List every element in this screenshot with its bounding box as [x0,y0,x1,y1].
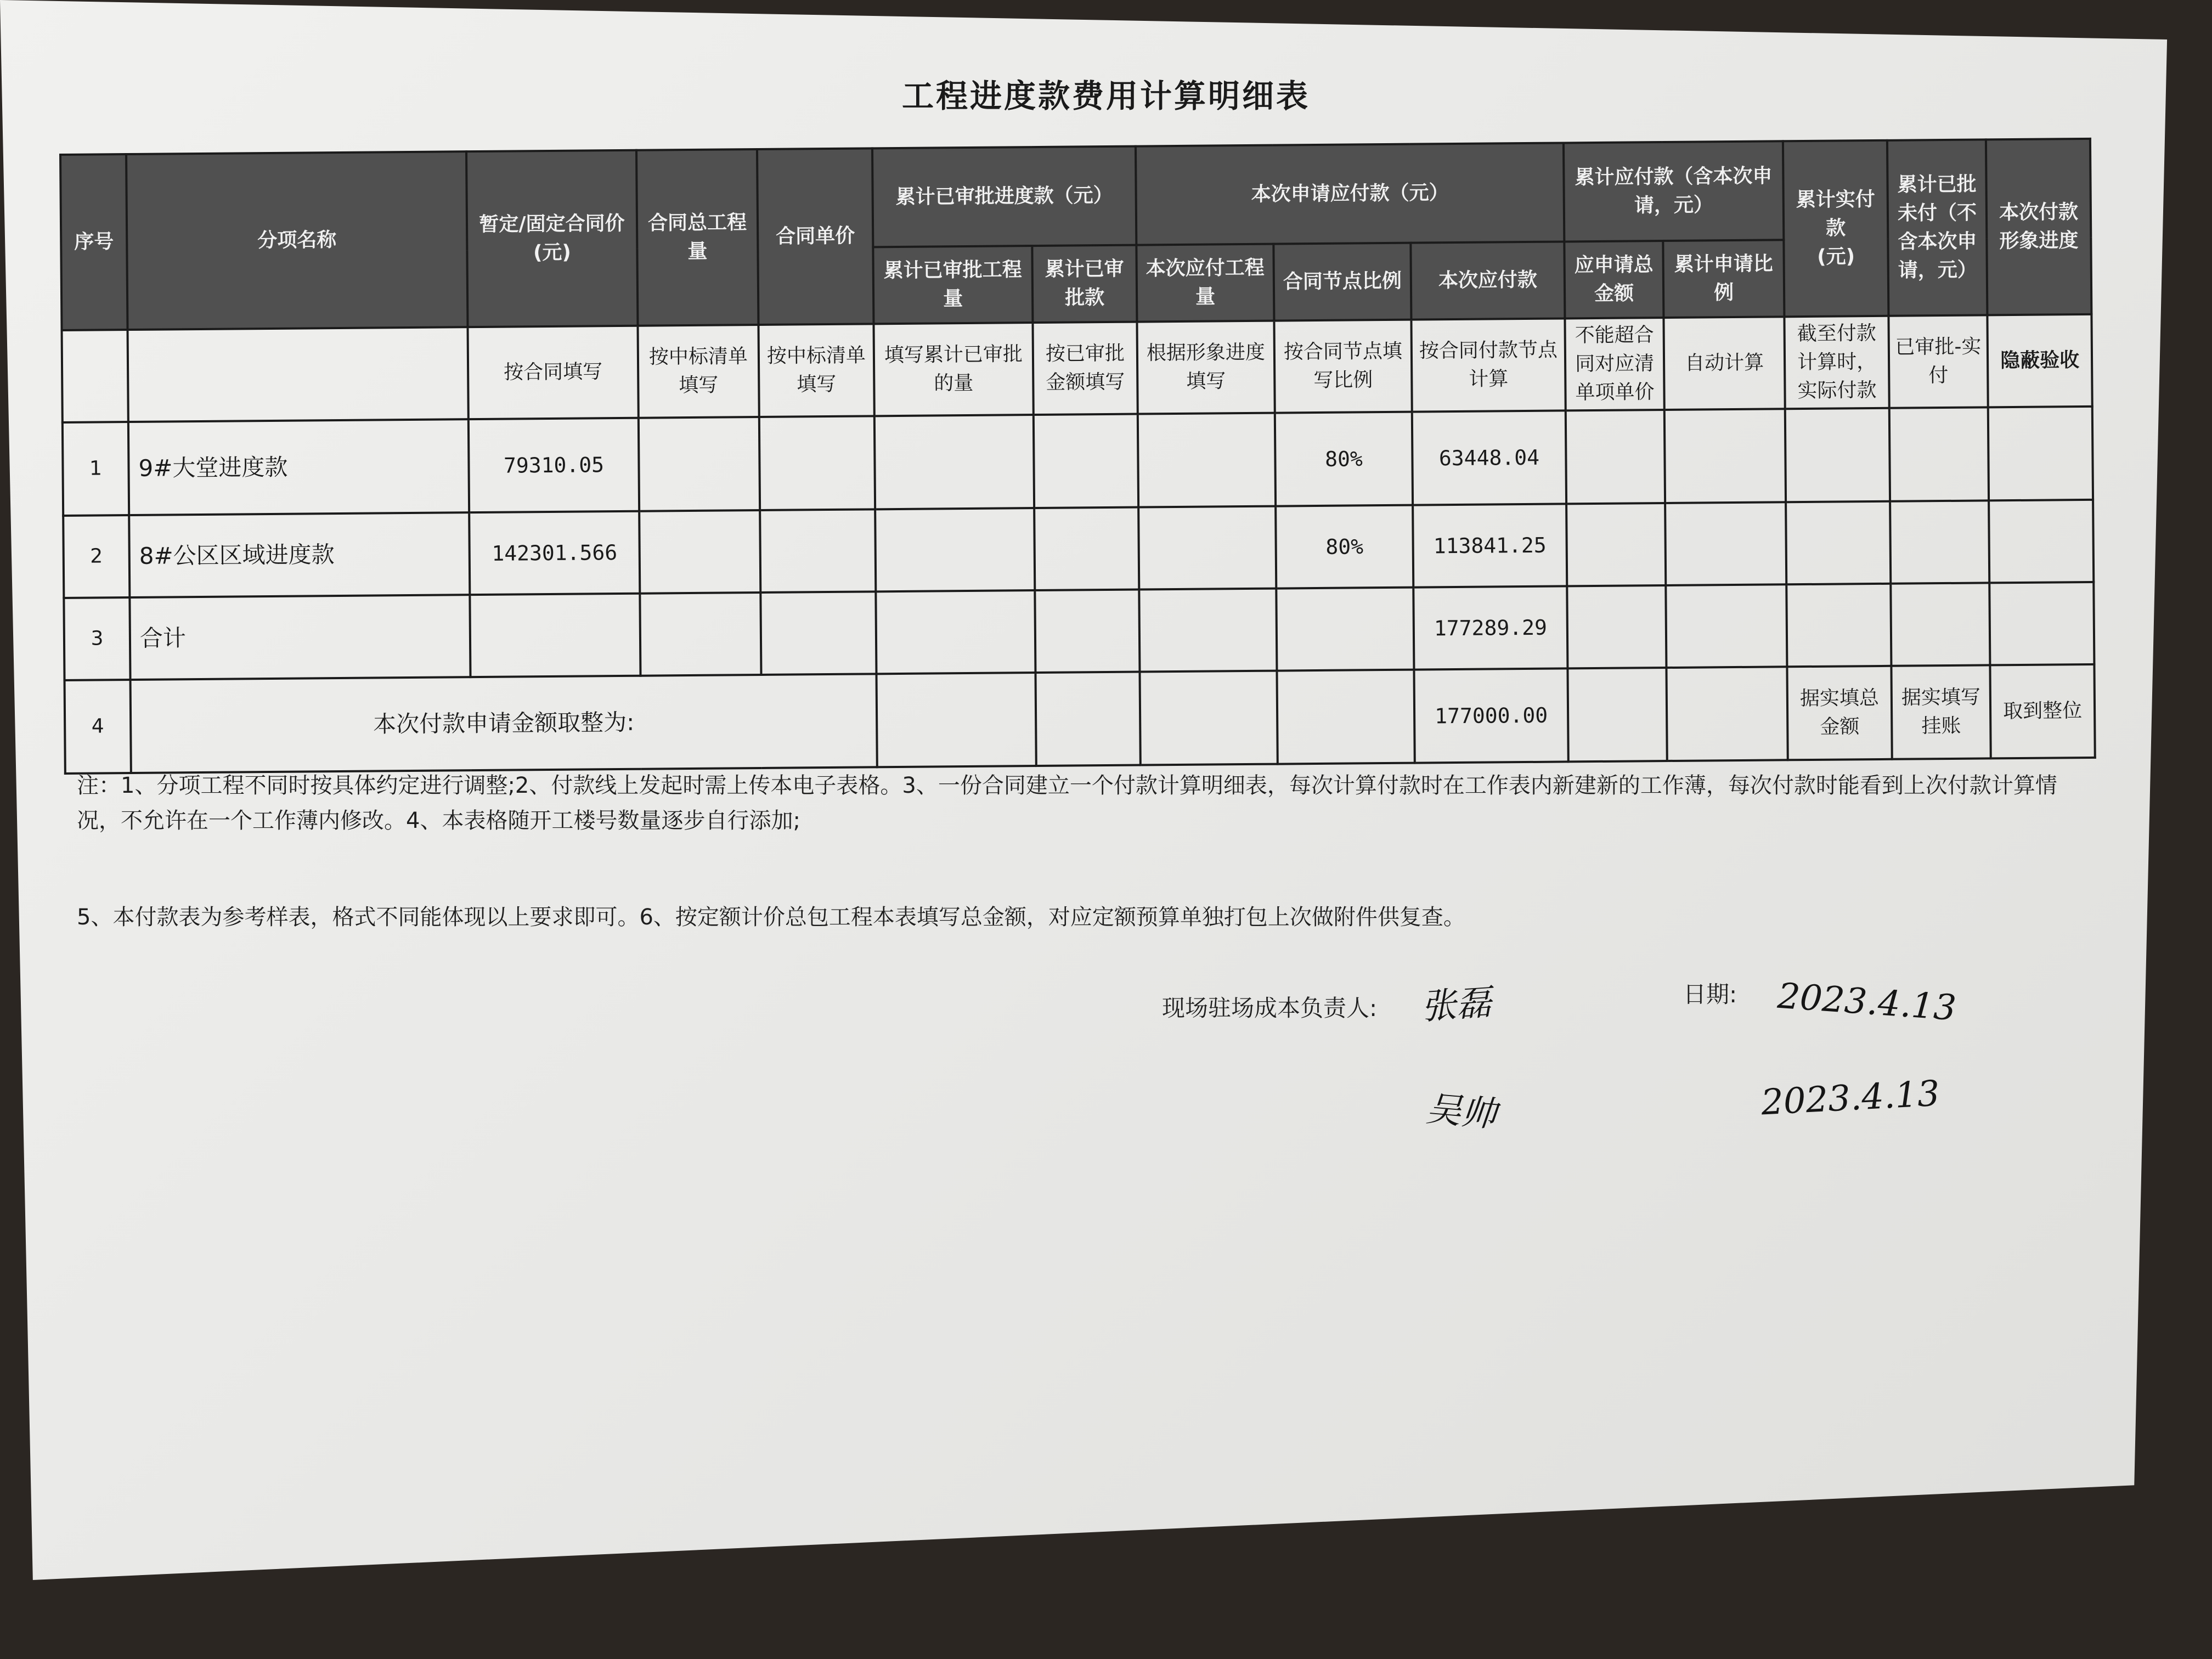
instr-current-payable: 按合同付款节点计算 [1411,318,1565,411]
row-current-payable: 113841.25 [1413,504,1567,587]
cell-empty [876,590,1035,674]
header-cumulative-group: 累计应付款（含本次申请，元） [1564,141,1784,241]
cell-empty [1889,407,1989,501]
row-rounded-label: 本次付款申请金额取整为: [131,674,877,773]
header-approved-amount: 累计已审批款 [1032,245,1137,323]
instr-node-ratio: 按合同节点填写比例 [1274,320,1412,413]
cell-empty [759,416,875,510]
header-current-visual: 本次付款形象进度 [1986,139,2092,315]
cell-empty [1138,506,1276,590]
cell-empty [470,594,640,677]
instr-contract-price: 按合同填写 [468,326,639,419]
row-current-payable: 177000.00 [1414,668,1568,763]
instr-actual-paid: 截至付款计算时，实际付款 [1784,316,1889,409]
instruction-row [62,314,2092,422]
header-contract-price: 暂定/固定合同价 (元) [466,150,638,327]
header-seq: 序号 [60,154,128,330]
row-current-payable: 63448.04 [1412,410,1566,505]
header-current-payable: 本次应付款 [1410,241,1565,319]
cell-empty [1891,583,1990,665]
cell-empty [1568,668,1667,761]
cell-empty [1988,407,2093,500]
instr-approved-unpaid: 已审批-实付 [1888,315,1988,408]
cell-empty [1666,667,1787,761]
instr-approved-amount: 按已审批金额填写 [1032,322,1137,415]
table-row-total [64,582,2094,680]
header-row-1 [60,139,2091,253]
cell-empty [1034,414,1138,508]
cell-empty [1665,502,1786,585]
row-node-ratio: 80% [1276,505,1413,589]
row-seq: 2 [63,515,129,598]
handwritten-signature-2: 吴帅 [1424,1088,1498,1136]
header-approved-qty: 累计已审批工程量 [873,246,1032,324]
header-cum-ratio: 累计申请比例 [1663,240,1784,318]
cell-empty [1034,507,1139,590]
instr-empty-seq [62,330,128,422]
payment-table-wrapper [59,138,2083,763]
cell-empty [1276,588,1414,671]
cell-empty [875,508,1035,591]
row-seq: 3 [64,597,130,680]
header-current-group: 本次申请应付款（元） [1136,143,1564,245]
cell-empty [1139,589,1277,672]
handwritten-date-2: 2023.4.13 [1760,1073,1941,1124]
cell-empty [1666,584,1787,668]
row-item-name: 合计 [129,595,470,680]
date-label: 日期: [1683,981,1737,1008]
notes-line-1: 注：1、分项工程不同时按具体约定进行调整;2、付款线上发起时需上传本电子表格。3、一份合同建立一个付款计算明细表，每次计算付款时在工作表内新建新的工作薄，每次付款时能看到上次付款计算情况，不允许在一个工作薄内修改。4、本表格随开工楼号数量逐步自行添加; [77,773,2057,833]
row-contract-price: 79310.05 [469,418,639,512]
table-row [63,407,2093,516]
cell-empty [639,510,760,594]
row-current-payable: 177289.29 [1413,586,1567,669]
header-approved-group: 累计已审批进度款（元） [872,146,1136,247]
header-actual-paid: 累计实付款 (元) [1783,140,1889,317]
row4-approved-unpaid-note: 据实填写挂账 [1891,665,1990,759]
document-title: 工程进度款费用计算明细表 [901,77,1310,115]
header-node-ratio: 合同节点比例 [1273,243,1411,321]
instr-cum-ratio: 自动计算 [1663,317,1785,410]
cell-empty [1786,501,1891,584]
table-row [63,500,2094,598]
cell-empty [760,591,876,675]
instr-approved-qty: 填写累计已审批的量 [873,323,1033,416]
cell-empty [1664,409,1786,503]
cell-empty [640,592,761,676]
cell-empty [1035,672,1140,766]
instr-contract-unit-price: 按中标清单填写 [758,324,874,417]
cell-empty [874,415,1034,509]
row4-actual-paid-note: 据实填总金额 [1787,666,1892,760]
cell-empty [1786,584,1891,667]
row-seq: 1 [63,422,129,516]
header-cum-total: 应申请总金额 [1564,241,1663,318]
cell-empty [1989,500,2094,583]
cell-empty [1139,671,1277,765]
cell-empty [1277,670,1414,764]
cell-empty [1989,582,2094,665]
cell-empty [1890,500,1989,583]
cell-empty [1566,503,1666,586]
instr-current-qty: 根据形象进度填写 [1137,321,1274,414]
row4-current-visual-note: 取到整位 [1990,664,2095,758]
payment-table [59,138,2096,775]
cell-empty [1035,590,1139,673]
cell-empty [1785,408,1890,502]
cell-empty [760,509,876,592]
row-contract-price: 142301.566 [469,511,640,595]
header-item-name: 分项名称 [126,151,467,330]
row-node-ratio: 80% [1275,412,1413,506]
row-item-name: 9#大堂进度款 [128,419,469,515]
notes-line-2: 5、本付款表为参考样表，格式不同能体现以上要求即可。6、按定额计价总包工程本表填写总金额，对应定额预算单独打包上次做附件供复查。 [77,905,1465,930]
handwritten-date-1: 2023.4.13 [1776,975,1957,1029]
signature-label: 现场驻场成本负责人: [1162,995,1378,1022]
row-item-name: 8#公区区域进度款 [129,512,470,597]
instr-current-visual: 隐蔽验收 [1987,314,2092,407]
instr-cum-total: 不能超合同对应清单项单价 [1565,318,1664,410]
row-seq: 4 [65,680,131,774]
instr-contract-total-qty: 按中标清单填写 [637,325,759,418]
cell-empty [1567,585,1666,668]
cell-empty [876,673,1036,767]
header-contract-total-qty: 合同总工程量 [636,149,759,326]
handwritten-signature-1: 张磊 [1419,982,1493,1028]
header-contract-unit-price: 合同单价 [757,148,874,325]
instr-empty-name [128,327,469,422]
cell-empty [1138,413,1276,507]
header-approved-unpaid: 累计已批未付（不含本次申请，元） [1887,139,1988,315]
cell-empty [639,417,760,511]
table-row-rounded [65,664,2095,774]
header-current-qty: 本次应付工程量 [1136,244,1274,322]
cell-empty [1566,410,1665,504]
